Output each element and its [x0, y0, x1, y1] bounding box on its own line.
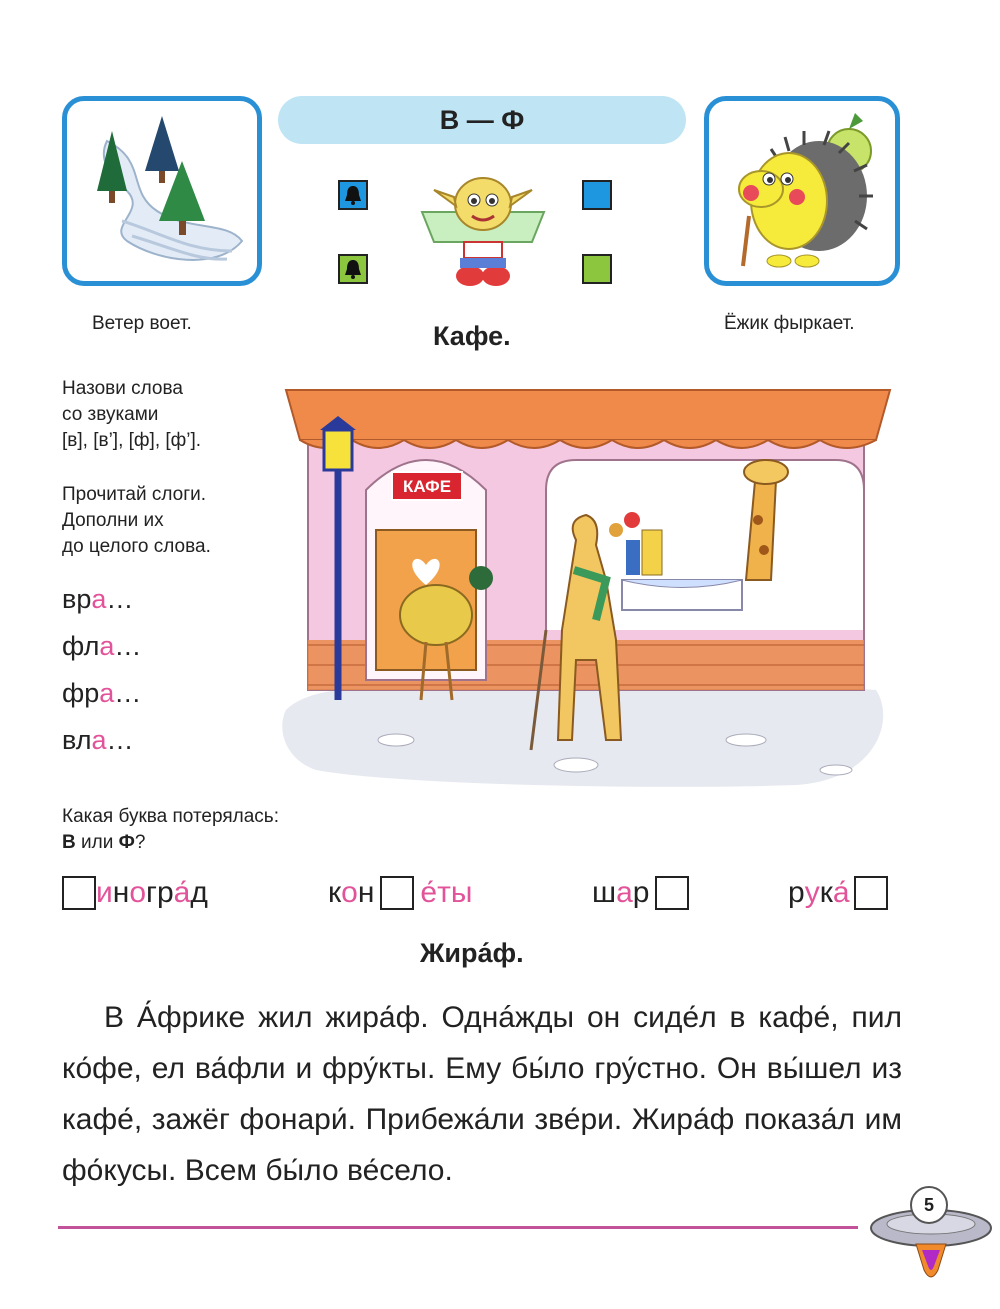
letter-f: Ф: [118, 832, 135, 853]
word-part: о: [129, 876, 147, 909]
instruction-line: до целого слова.: [62, 536, 211, 557]
syllable-item: [62, 725, 134, 755]
syllable-vowel: а: [91, 725, 107, 755]
syllable-consonants: фр: [62, 678, 100, 708]
word-part: р: [788, 876, 805, 909]
bell-icon: [340, 256, 366, 282]
word-rukav: [788, 873, 888, 913]
word-part: а: [616, 876, 633, 909]
syllable-ellipsis: …: [114, 678, 142, 708]
syllable-consonants: вр: [62, 584, 92, 614]
instruction-line: Дополни их: [62, 510, 164, 531]
syllable-consonants: вл: [62, 725, 92, 755]
letter-pair-title: В — Ф: [278, 96, 686, 144]
hedgehog-caption: Ёжик фыркает.: [724, 313, 855, 334]
word-part: д: [190, 876, 208, 909]
question-mark: ?: [134, 832, 146, 853]
letter-v: В: [62, 832, 76, 853]
letter-box[interactable]: [655, 876, 689, 910]
word-part: к: [328, 876, 342, 909]
syllable-ellipsis: …: [114, 631, 142, 661]
word-sharf: [592, 873, 689, 913]
instruction-line: [в], [в’], [ф], [ф’].: [62, 430, 202, 451]
syllable-ellipsis: …: [106, 725, 134, 755]
word-part: ш: [592, 876, 617, 909]
word-part: гр: [146, 876, 174, 909]
page-number: 5: [910, 1186, 948, 1224]
hedgehog-picture: [704, 96, 900, 286]
syllable-ellipsis: …: [106, 584, 134, 614]
word-part: а́: [173, 876, 191, 909]
word-part: а́: [832, 876, 850, 909]
word-konfety: [328, 873, 472, 913]
syllable-item: [62, 584, 133, 614]
instruction-line: со звуками: [62, 404, 159, 425]
read-syllables-instruction: [62, 482, 211, 560]
letter-box[interactable]: [854, 876, 888, 910]
bell-icon: [340, 182, 366, 208]
word-part: к: [819, 876, 833, 909]
missing-letter-question: [62, 804, 279, 856]
word-part: о: [341, 876, 358, 909]
word-part: н: [112, 876, 130, 909]
question-line-2: [62, 830, 279, 856]
cafe-scene-illustration: [276, 380, 900, 790]
syllable-item: [62, 631, 141, 661]
footer-rule: [58, 1226, 858, 1229]
syllable-item: [62, 678, 141, 708]
soft-consonant-square: [582, 254, 612, 284]
syllable-vowel: а: [91, 584, 107, 614]
cafe-sign: КАФЕ: [402, 477, 452, 496]
cafe-title: Кафе.: [433, 321, 511, 351]
wind-trees-illustration: [67, 101, 257, 281]
letter-box[interactable]: [380, 876, 414, 910]
wind-caption: Ветер воет.: [92, 313, 192, 334]
name-words-instruction: [62, 376, 201, 454]
instruction-line: Прочитай слоги.: [62, 484, 207, 505]
mascot-character-illustration: [414, 162, 552, 294]
syllable-consonants: фл: [62, 631, 100, 661]
word-vinograd: [62, 873, 208, 913]
syllable-vowel: а: [99, 678, 115, 708]
word-part: ты: [437, 876, 473, 909]
hard-consonant-square: [582, 180, 612, 210]
word-part: н: [357, 876, 375, 909]
word-part: р: [632, 876, 650, 909]
instruction-line: Назови слова: [62, 378, 183, 399]
soft-consonant-bell-square: [338, 254, 368, 284]
letter-box[interactable]: [62, 876, 96, 910]
giraffe-title: Жира́ф.: [420, 938, 524, 968]
word-part: и: [96, 876, 113, 909]
hedgehog-illustration: [709, 101, 895, 281]
question-line: Какая буква потерялась:: [62, 806, 279, 827]
hard-consonant-bell-square: [338, 180, 368, 210]
giraffe-story-text: В А́фрике жил жира́ф. Однáжды он сиде́л в кафе́, пил ко́фе, ел ва́фли и фру́кты. Ему бы́ло гру́стно. Он вы́шел из кафе́, зажёг фонари́. Прибежа́ли зве́ри. Жира́ф показа́л им фо́кусы. Всем бы́ло ве́село.: [62, 1001, 902, 1187]
question-or: или: [75, 832, 119, 853]
syllable-vowel: а: [99, 631, 115, 661]
word-part: у: [804, 876, 820, 909]
word-part: е́: [420, 876, 438, 909]
wind-picture: [62, 96, 262, 286]
